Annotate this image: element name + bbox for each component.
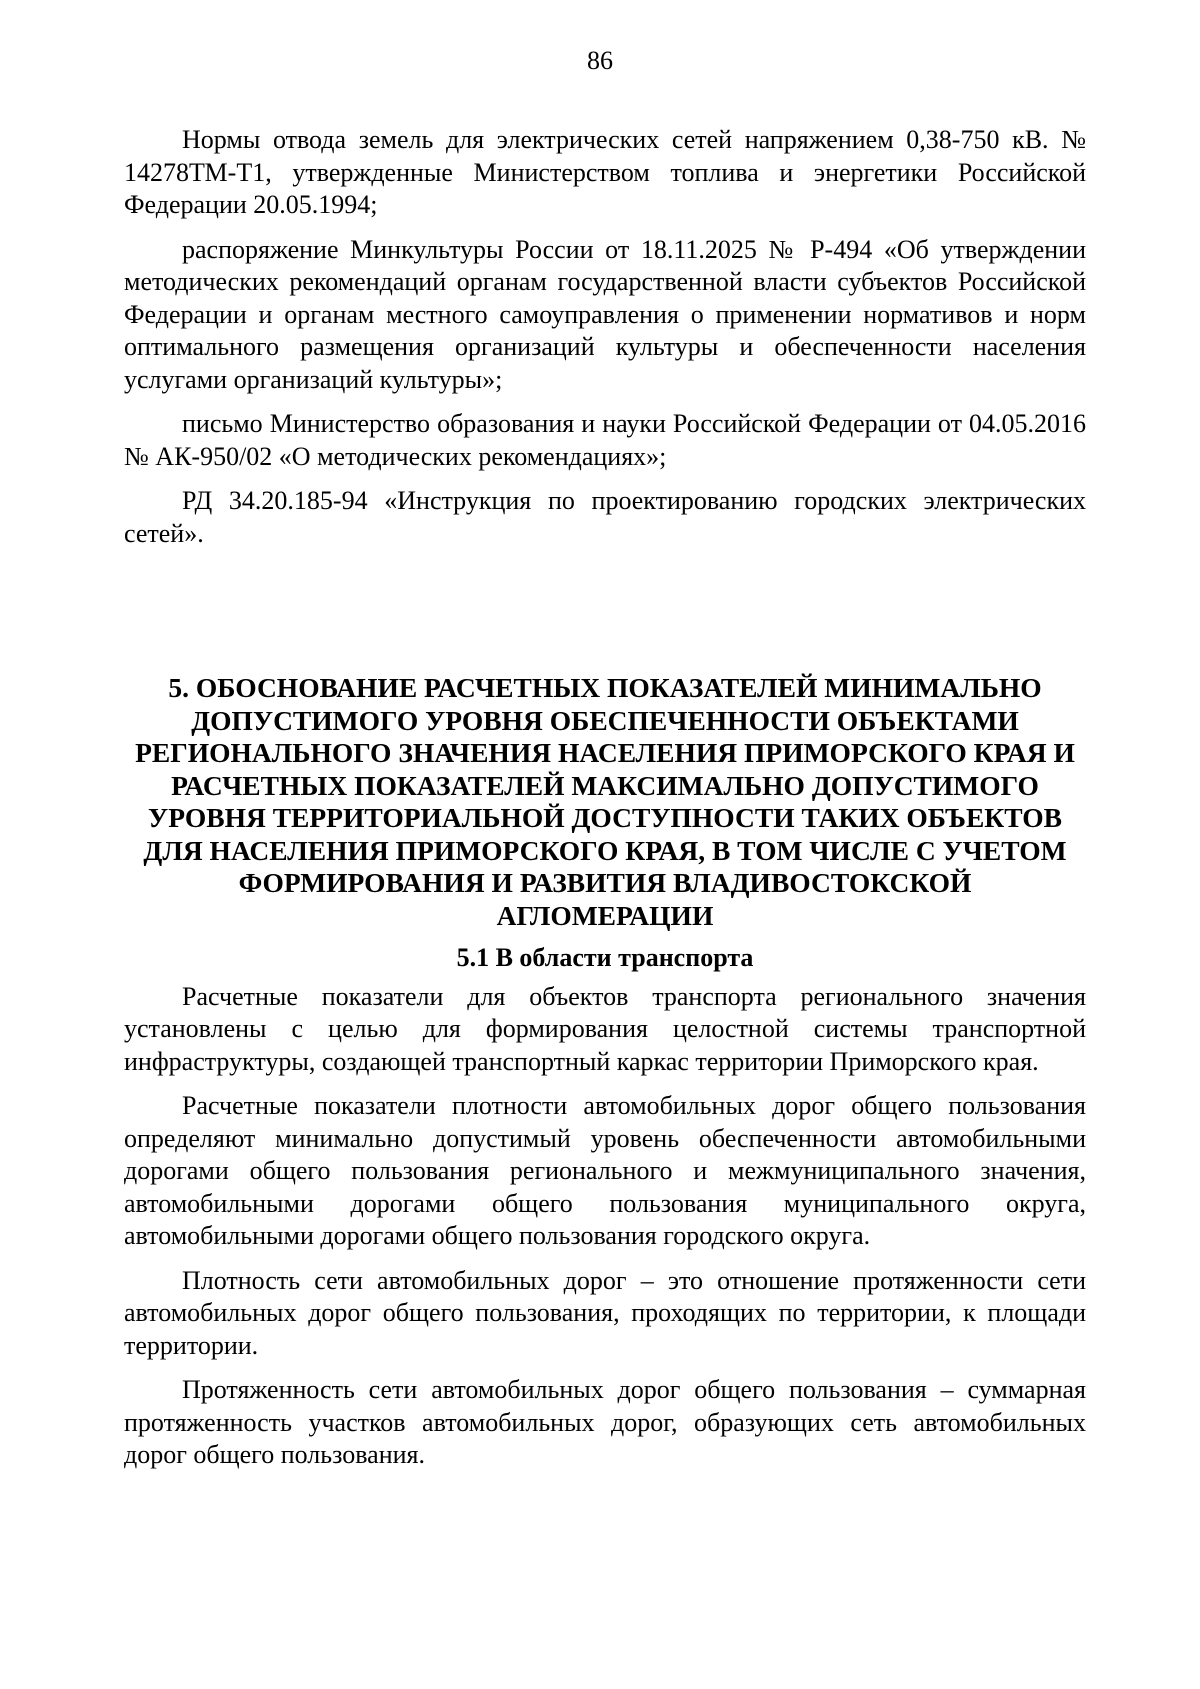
page-number: 86	[587, 46, 613, 75]
subsection-heading: 5.1 В области транспорта	[456, 943, 754, 972]
body-paragraph: Протяженность сети автомобильных дорог общего пользования – суммарная протяженность участков автомобильных дорог, образующих сеть автомобильных дорог общего пользования.	[124, 1375, 1086, 1469]
section-gap	[124, 562, 1086, 672]
page-content	[124, 124, 1086, 1484]
reference-paragraph: РД 34.20.185-94 «Инструкция по проектированию городских электрических сетей».	[124, 486, 1086, 548]
section-heading: 5. ОБОСНОВАНИЕ РАСЧЕТНЫХ ПОКАЗАТЕЛЕЙ МИНИМАЛЬНО ДОПУСТИМОГО УРОВНЯ ОБЕСПЕЧЕННОСТИ ОБЪЕКТАМИ РЕГИОНАЛЬНОГО ЗНАЧЕНИЯ НАСЕЛЕНИЯ ПРИМОРСКОГО КРАЯ И РАСЧЕТНЫХ ПОКАЗАТЕЛЕЙ МАКСИМАЛЬНО ДОПУСТИМОГО УРОВНЯ ТЕРРИТОРИАЛЬНОЙ ДОСТУПНОСТИ ТАКИХ ОБЪЕКТОВ ДЛЯ НАСЕЛЕНИЯ ПРИМОРСКОГО КРАЯ, В ТОМ ЧИСЛЕ С УЧЕТОМ ФОРМИРОВАНИЯ И РАЗВИТИЯ ВЛАДИВОСТОКСКОЙ АГЛОМЕРАЦИИ	[135, 672, 1075, 931]
body-paragraph: Расчетные показатели плотности автомобильных дорог общего пользования определяют минимально допустимый уровень обеспеченности автомобильными дорогами общего пользования регионального и межмуниципального значения, автомобильными дорогами общего пользования муниципального округа, автомобильными дорогами общего пользования городского округа.	[124, 1091, 1086, 1250]
reference-paragraph: Нормы отвода земель для электрических сетей напряжением 0,38-750 кВ. № 14278ТМ-Т1, утвержденные Министерством топлива и энергетики Российской Федерации 20.05.1994;	[124, 125, 1086, 219]
body-paragraph: Расчетные показатели для объектов транспорта регионального значения установлены с целью для формирования целостной системы транспортной инфраструктуры, создающей транспортный каркас территории Приморского края.	[124, 981, 1086, 1076]
reference-paragraph: письмо Министерство образования и науки Российской Федерации от 04.05.2016 № АК-950/02 «О методических рекомендациях»;	[124, 409, 1086, 471]
body-paragraph: Плотность сети автомобильных дорог – это отношение протяженности сети автомобильных дорог общего пользования, проходящих по территории, к площади территории.	[124, 1265, 1086, 1360]
reference-paragraph: распоряжение Минкультуры России от 18.11.2025 № Р-494 «Об утверждении методических рекомендаций органам государственной власти субъектов Российской Федерации и органам местного самоуправления о применении нормативов и норм оптимального размещения организаций культуры и обеспеченности населения услугами организаций культуры»;	[124, 234, 1086, 394]
